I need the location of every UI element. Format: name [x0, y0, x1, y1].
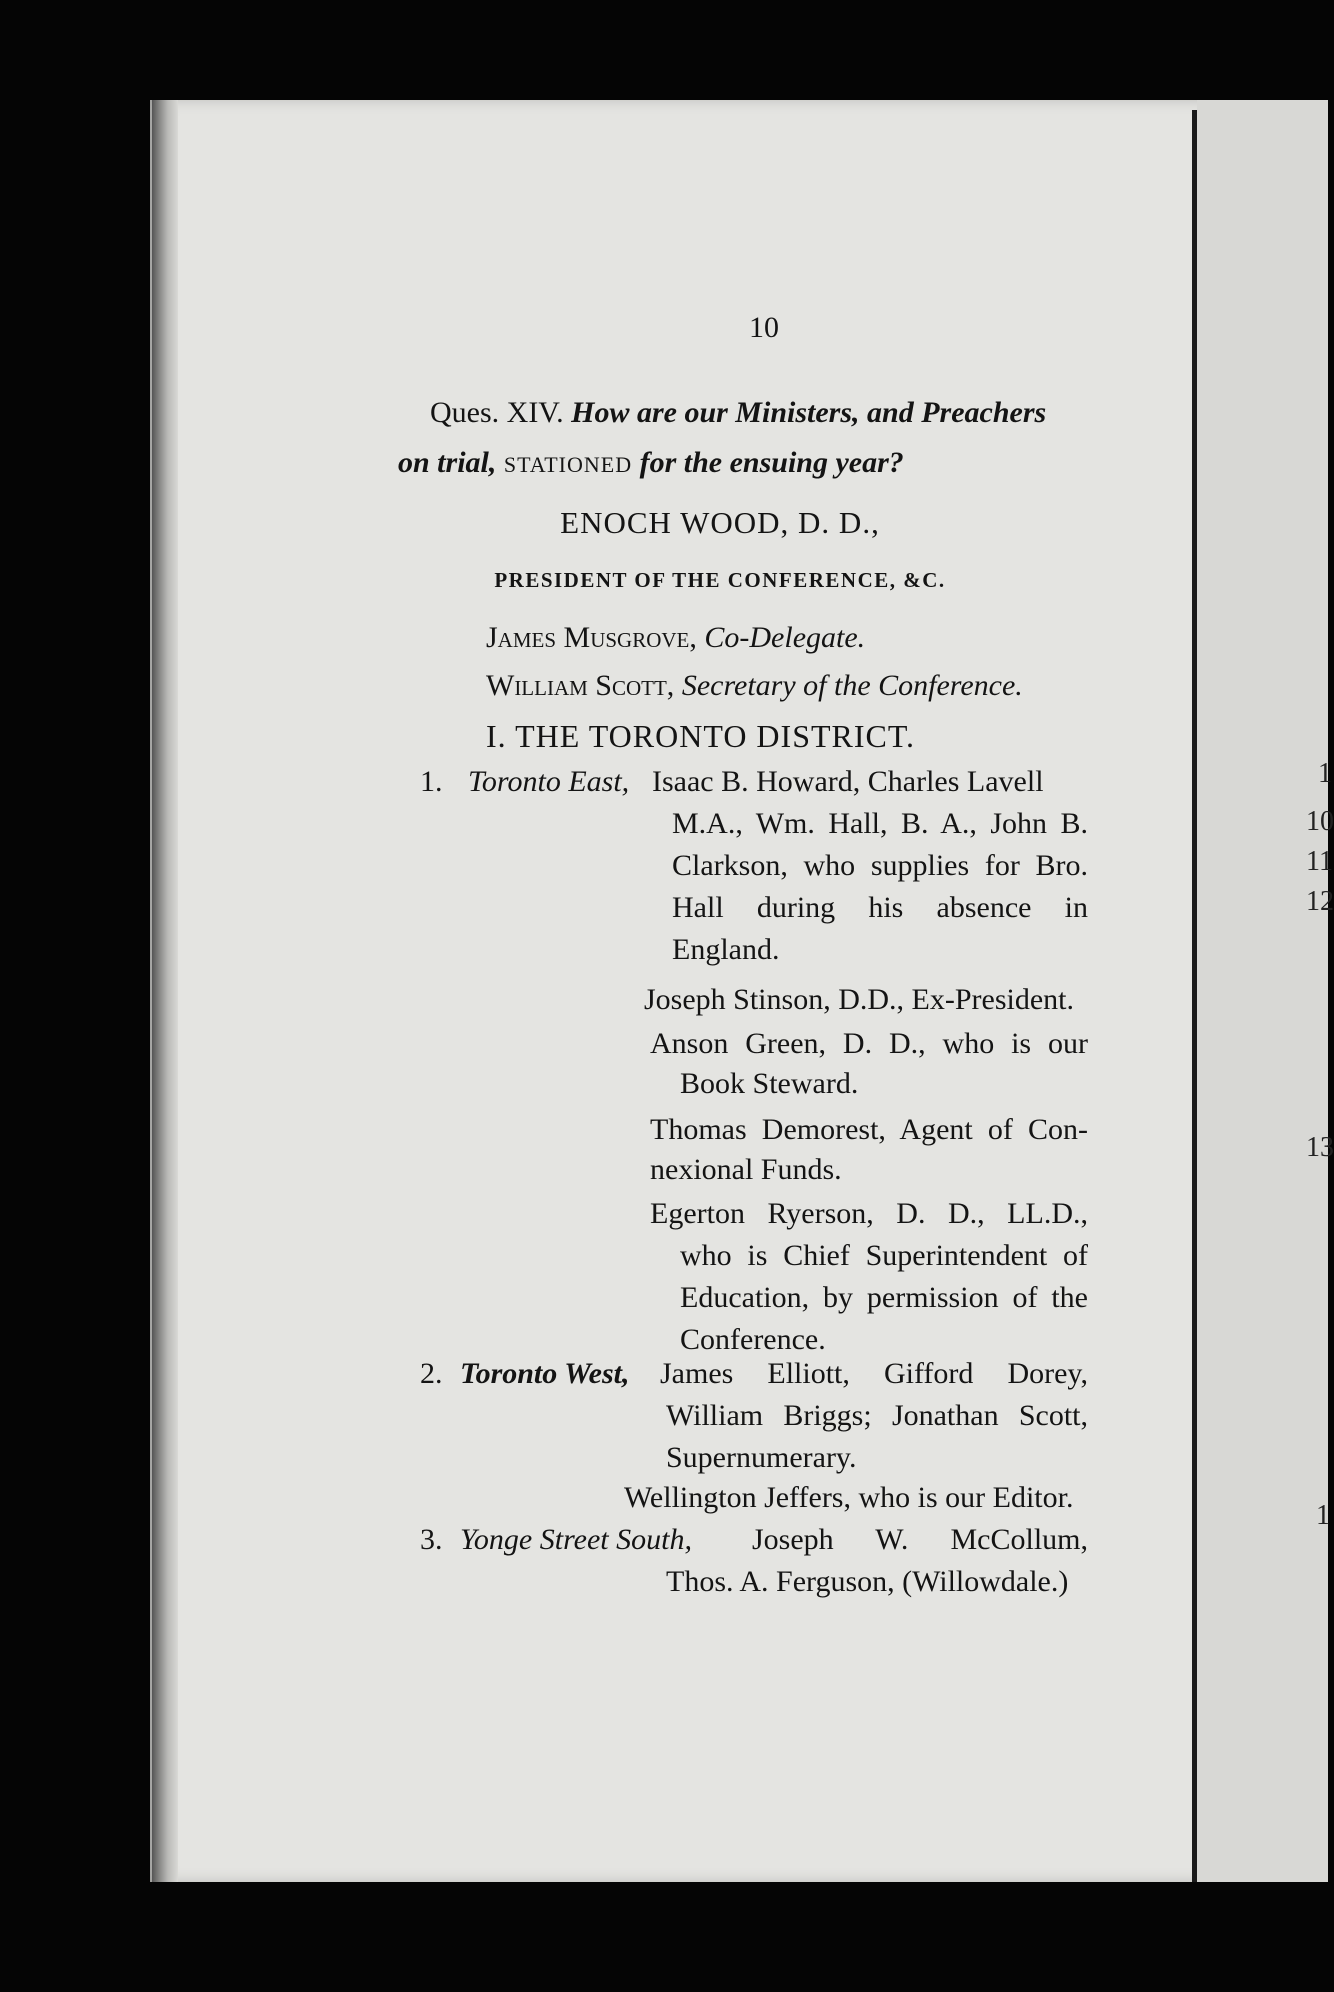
entry-1-station — [468, 764, 629, 800]
entry-1-number: 1. — [420, 765, 443, 798]
entry-1-line-1: Isaac B. Howard, Charles Lavell — [652, 765, 1044, 798]
officer-role: Secretary of the Conference. — [681, 669, 1023, 702]
ryerson-entry-1: Egerton Ryerson, D. D., LL.D., — [650, 1197, 1088, 1230]
station-name: Toronto East, — [468, 765, 630, 798]
president-title: PRESIDENT OF THE CONFERENCE, &C. — [494, 568, 946, 592]
station-name: Yonge Street South, — [460, 1523, 692, 1556]
entry-2-line-1: James Elliott, Gifford Dorey, — [660, 1357, 1088, 1390]
officer-name: William Scott, — [486, 669, 675, 702]
question-label: Ques. XIV. — [430, 396, 564, 429]
entry-1-line-5: England. — [672, 933, 780, 966]
entry-1-line-4: Hall during his absence in — [672, 891, 1088, 924]
jeffers-entry: Wellington Jeffers, who is our Editor. — [624, 1481, 1074, 1514]
officer-musgrove — [486, 620, 865, 656]
demorest-entry-2: nexional Funds. — [650, 1153, 842, 1186]
president-name: ENOCH WOOD, D. D., — [560, 505, 880, 540]
entry-1-line-3: Clarkson, who supplies for Bro. — [672, 849, 1088, 882]
entry-2-number: 2. — [420, 1357, 443, 1390]
next-page-fragment: 13 — [1306, 1132, 1334, 1163]
station-name: Toronto West, — [460, 1357, 630, 1390]
officer-role: Co-Delegate. — [704, 621, 866, 654]
entry-2-line-2: William Briggs; Jonathan Scott, — [666, 1399, 1088, 1432]
ryerson-entry-4: Conference. — [680, 1323, 826, 1356]
ryerson-entry-3: Education, by permission of the — [680, 1281, 1088, 1314]
entry-3-number: 3. — [420, 1523, 443, 1556]
district-heading: I. THE TORONTO DISTRICT. — [486, 718, 916, 754]
page-gutter — [152, 100, 178, 1882]
question-text-1: How are our Ministers, and Preachers — [571, 396, 1047, 429]
stinson-entry: Joseph Stinson, D.D., Ex-President. — [644, 983, 1074, 1016]
ryerson-entry-2: who is Chief Superintendent of — [680, 1239, 1088, 1272]
green-entry-2: Book Steward. — [680, 1067, 859, 1100]
question-text-2a: on trial, — [398, 446, 497, 479]
question-text-2c: for the ensuing year? — [639, 446, 904, 479]
entry-2-line-3: Supernumerary. — [666, 1441, 857, 1474]
entry-3-line-1: Joseph W. McCollum, — [752, 1523, 1088, 1556]
entry-3-line-2: Thos. A. Ferguson, (Willowdale.) — [666, 1565, 1069, 1598]
green-entry-1: Anson Green, D. D., who is our — [650, 1027, 1088, 1060]
entry-3-station — [460, 1522, 692, 1558]
next-page-fragment: 1 — [1316, 1500, 1330, 1531]
page-number: 10 — [749, 311, 779, 344]
next-page-edge — [1197, 100, 1328, 1882]
next-page-fragment: 10 — [1306, 806, 1334, 837]
question-text-2b: STATIONED — [503, 452, 633, 477]
entry-2-station — [460, 1356, 630, 1392]
entry-1-line-2: M.A., Wm. Hall, B. A., John B. — [672, 807, 1088, 840]
next-page-fragment: 11 — [1306, 846, 1333, 877]
officer-scott — [486, 668, 1023, 704]
next-page-fragment: 12 — [1306, 886, 1334, 917]
next-page-fragment: 1 — [1318, 758, 1332, 789]
officer-name: James Musgrove, — [486, 621, 697, 654]
demorest-entry-1: Thomas Demorest, Agent of Con- — [650, 1113, 1088, 1146]
question-line-2 — [398, 445, 904, 483]
question-line-1 — [430, 395, 1046, 431]
